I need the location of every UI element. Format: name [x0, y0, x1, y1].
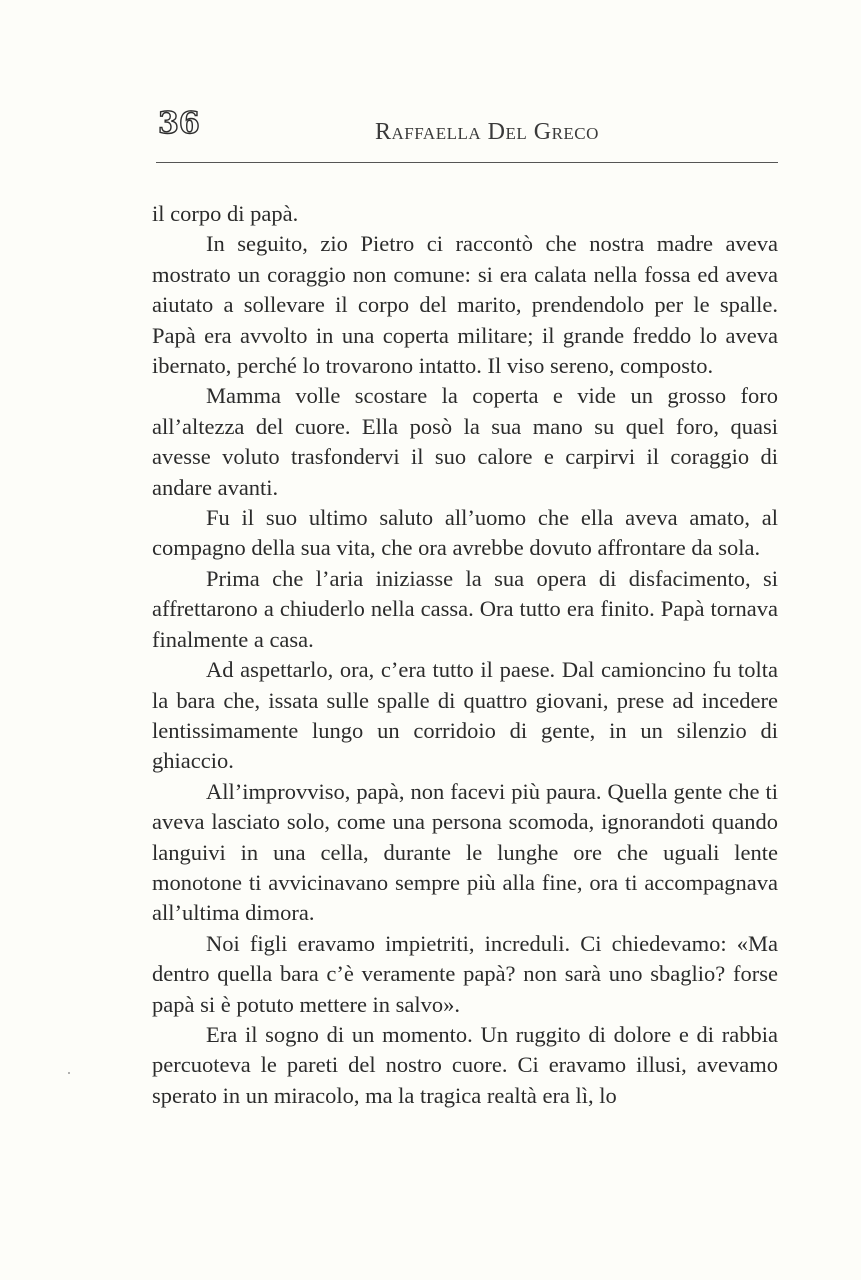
paragraph-2: In seguito, zio Pietro ci raccontò che nostra madre aveva mostrato un coraggio non comune: si era calata nella fossa ed aveva aiutato a sollevare il corpo del marito, prendendolo per le spalle. Papà era avvolto in una coperta militare; il grande freddo lo aveva ibernato, perché lo trovarono intatto. Il viso sereno, composto.: [152, 231, 778, 379]
paragraph-3: Mamma volle scostare la coperta e vide un grosso foro all’altezza del cuore. Ella posò la sua mano su quel foro, quasi avesse voluto trasfondervi il suo calore e carpirvi il coraggio di andare avanti.: [152, 383, 778, 500]
body-text: [152, 199, 778, 1111]
paragraph-9: Era il sogno di un momento. Un ruggito di dolore e di rabbia percuoteva le pareti del nostro cuore. Ci eravamo illusi, avevamo sperato in un miracolo, ma la tragica realtà era lì, lo: [152, 1021, 778, 1108]
margin-speck: [68, 1072, 70, 1074]
paragraph-8: Noi figli eravamo impietriti, increduli. Ci chiedevamo: «Ma dentro quella bara c’è veramente papà? non sarà uno sbaglio? forse papà si è potuto mettere in salvo».: [152, 930, 778, 1017]
header-rule: [156, 162, 778, 163]
paragraph-7: All’improvviso, papà, non facevi più paura. Quella gente che ti aveva lasciato solo, come una persona scomoda, ignorandoti quando languivi in una cella, durante le lunghe ore che uguali lente monotone ti avvicinavano sempre più alla fine, ora ti accompagnava all’ultima dimora.: [152, 778, 778, 926]
paragraph-6: Ad aspettarlo, ora, c’era tutto il paese. Dal camioncino fu tolta la bara che, issata sulle spalle di quattro giovani, prese ad incedere lentissimamente lungo un corridoio di gente, in un silenzio di ghiaccio.: [152, 657, 778, 774]
page-number: 36: [158, 106, 200, 141]
paragraph-4: Fu il suo ultimo saluto all’uomo che ella aveva amato, al compagno della sua vita, che ora avrebbe dovuto affrontare da sola.: [152, 505, 778, 561]
paragraph-5: Prima che l’aria iniziasse la sua opera di disfacimento, si affrettarono a chiuderlo nella cassa. Ora tutto era finito. Papà tornava finalmente a casa.: [152, 565, 778, 652]
paragraph-1: il corpo di papà.: [152, 201, 299, 226]
running-head: Raffaella Del Greco: [375, 119, 599, 145]
